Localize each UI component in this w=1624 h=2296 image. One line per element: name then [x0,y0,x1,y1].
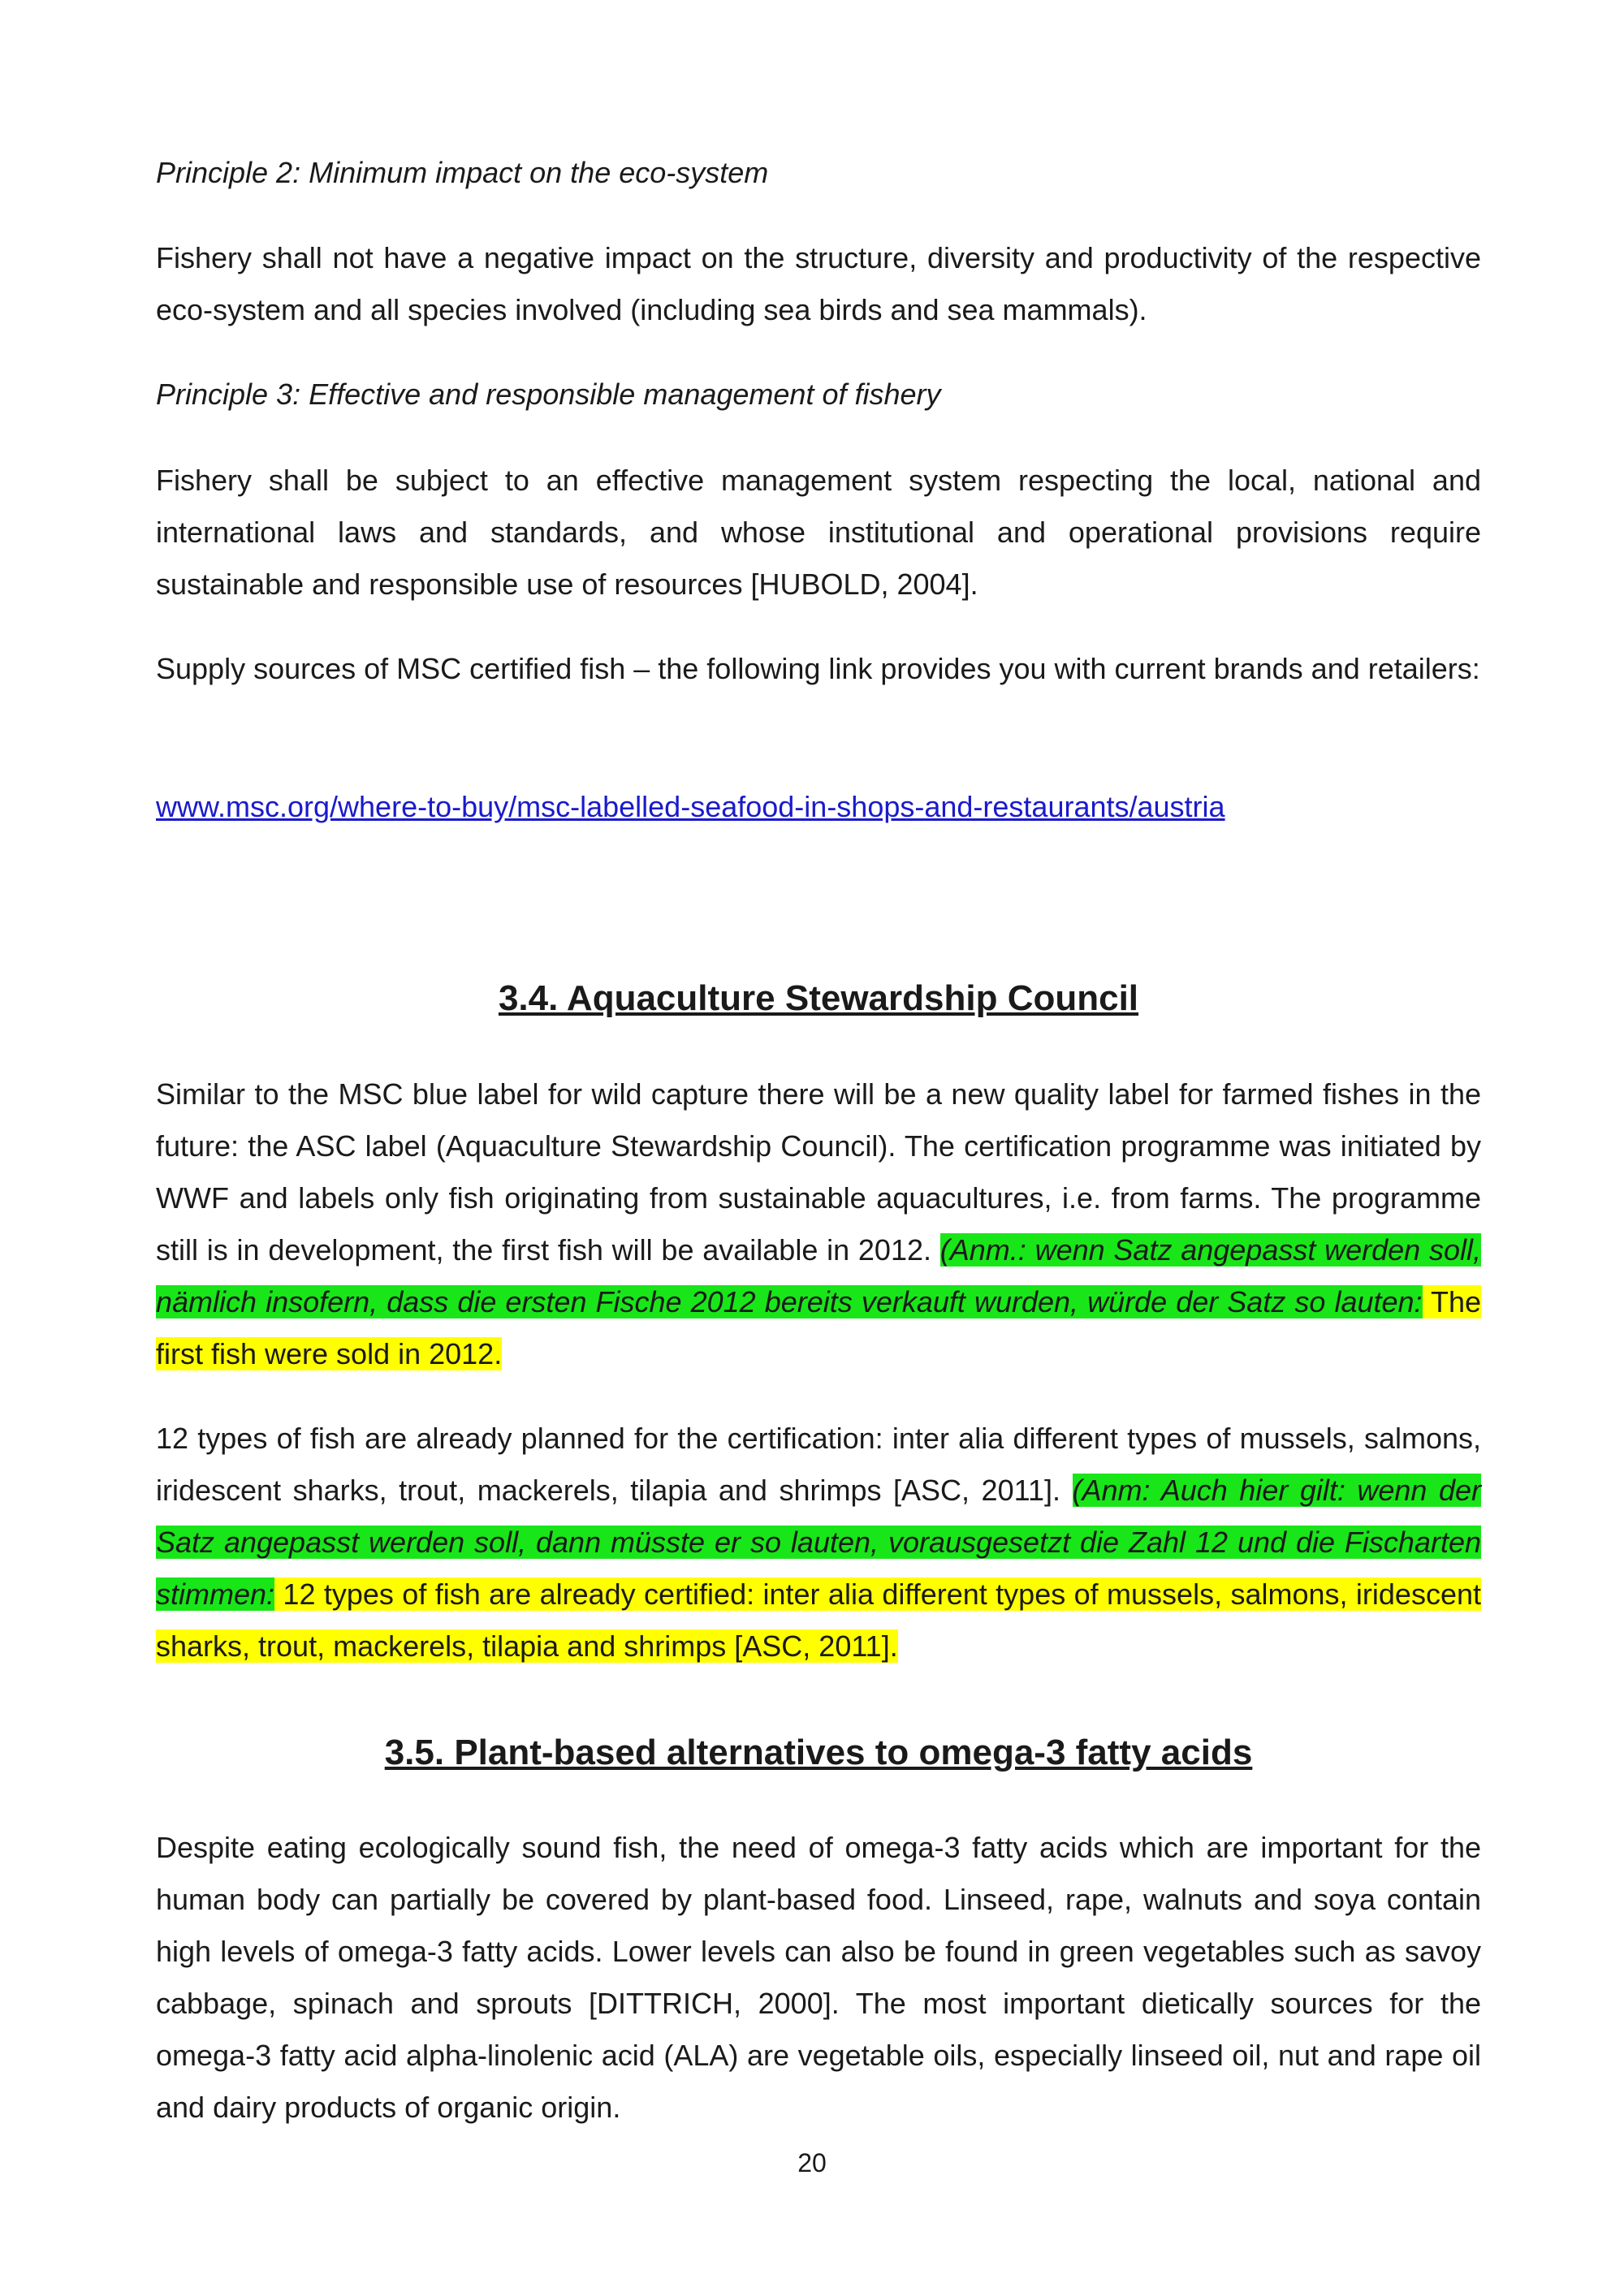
editor-note-green-highlight-1: (Anm.: wenn Satz angepasst werden soll, nämlich insofern, dass die ersten Fische 2012 bereits verkauft wurden, würde der Satz so lauten: [156,1233,1481,1318]
principle-3-text: Fishery shall be subject to an effective management system respecting the local, national and international laws and standards, and whose institutional and operational provisions require sustainable and responsible use of resources [HUBOLD, 2004]. [156,464,1481,601]
section-3-5-heading-text: 3.5. Plant-based alternatives to omega-3 fatty acids [384,1733,1253,1772]
editor-note-green-highlight-2: (Anm: Auch hier gilt: wenn der Satz angepasst werden soll, dann müsste er so lauten, vorausgesetzt die Zahl 12 und die Fischarten stimmen: [156,1474,1481,1611]
section-3-4-heading-text: 3.4. Aquaculture Stewardship Council [498,978,1139,1018]
revision-yellow-highlight-1: The first fish were sold in 2012. [156,1285,1481,1370]
section-3-4-paragraph-1 [156,1068,1481,1380]
section-3-4-heading [156,973,1481,1025]
page-number: 20 [797,2148,827,2177]
msc-link-paragraph [156,781,1481,833]
section-3-4-paragraph-2 [156,1413,1481,1672]
section-3-5-paragraph-1: Despite eating ecologically sound fish, the need of omega-3 fatty acids which are important for the human body can partially be covered by plant-based food. Linseed, rape, walnuts and soya contain high levels of omega-3 fatty acids. Lower levels can also be found in green vegetables such as savoy cabbage, spinach and sprouts [DITTRICH, 2000]. The most important dietically sources for the omega-3 fatty acid alpha-linolenic acid (ALA) are vegetable oils, especially linseed oil, nut and rape oil and dairy products of organic origin. [156,1831,1481,2124]
msc-where-to-buy-link[interactable]: www.msc.org/where-to-buy/msc-labelled-seafood-in-shops-and-restaurants/austria [156,790,1225,823]
supply-sources-text: Supply sources of MSC certified fish – the following link provides you with current brands and retailers: [156,652,1480,685]
principle-2-text: Fishery shall not have a negative impact on the structure, diversity and productivity of the respective eco-system and all species involved (including sea birds and sea mammals). [156,241,1481,326]
principle-3-title: Principle 3: Effective and responsible management of fishery [156,378,941,411]
revision-yellow-highlight-2: 12 types of fish are already certified: inter alia different types of mussels, salmons, iridescent sharks, trout, mackerels, tilapia and shrimps [ASC, 2011]. [156,1577,1481,1663]
section-3-5-heading [156,1727,1481,1779]
asc-paragraph-2-text: 12 types of fish are already planned for the certification: inter alia different types of mussels, salmons, iridescent sharks, trout, mackerels, tilapia and shrimps [ASC, 2011]. [156,1422,1481,1507]
principle-2-title: Principle 2: Minimum impact on the eco-system [156,156,769,189]
asc-paragraph-1-text: Similar to the MSC blue label for wild capture there will be a new quality label for farmed fishes in the future: the ASC label (Aquaculture Stewardship Council). The certification programme was initiated by WWF and labels only fish originating from sustainable aquacultures, i.e. from farms. The programme still is in development, the first fish will be available in 2012. [156,1077,1481,1267]
